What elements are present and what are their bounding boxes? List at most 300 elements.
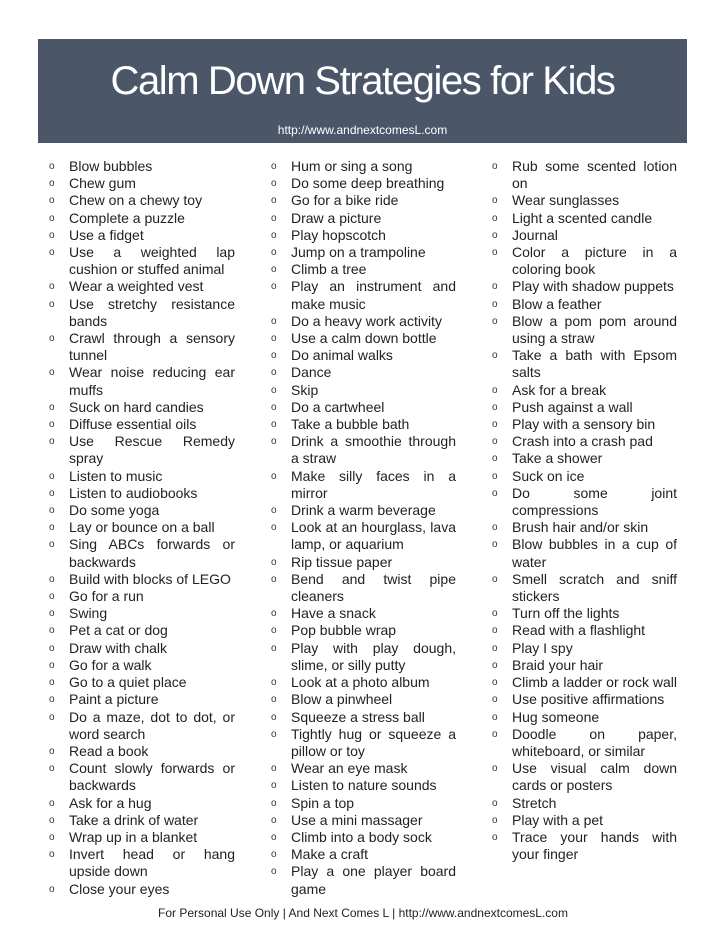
list-item xyxy=(49,519,235,536)
bullet-icon: o xyxy=(492,831,498,843)
list-item xyxy=(271,846,456,863)
list-item-text: Draw a picture xyxy=(291,209,382,226)
bullet-icon: o xyxy=(492,453,498,465)
bullet-icon: o xyxy=(271,419,277,431)
list-item xyxy=(492,244,677,278)
list-item-text: Read a book xyxy=(69,742,149,759)
list-item xyxy=(492,811,677,829)
list-item-text: Ask for a break xyxy=(512,381,607,398)
bullet-icon: o xyxy=(492,161,498,172)
list-item xyxy=(49,226,235,244)
bullet-icon: o xyxy=(49,195,55,207)
list-item-text: Play I spy xyxy=(512,639,573,656)
list-item xyxy=(271,364,456,381)
list-item xyxy=(49,158,235,175)
list-item xyxy=(271,261,456,278)
list-item-text: Do a heavy work activity xyxy=(291,312,442,329)
list-item-text: Crash into a crash pad xyxy=(512,433,653,450)
bullet-icon: o xyxy=(271,522,277,534)
bullet-icon: o xyxy=(49,161,55,172)
bullet-icon: o xyxy=(271,711,277,723)
header-url: http://www.andnextcomesL.com xyxy=(277,123,448,137)
list-item-text: Look at an hourglass, lava lamp, or aquarium xyxy=(291,519,456,553)
list-item xyxy=(271,312,456,330)
list-item-text: Play hopscotch xyxy=(291,226,386,243)
list-item-text: Ask for a hug xyxy=(69,794,152,811)
list-item-text: Jump on a trampoline xyxy=(291,244,426,261)
bullet-icon: o xyxy=(492,195,498,207)
bullet-icon: o xyxy=(271,866,277,878)
list-item-text: Squeeze a stress ball xyxy=(291,708,425,725)
bullet-icon: o xyxy=(49,212,55,224)
list-item-text: Blow bubbles xyxy=(69,158,153,174)
list-item-text: Dance xyxy=(291,364,332,381)
bullet-icon: o xyxy=(271,608,277,620)
list-item-text: Make a craft xyxy=(291,846,369,863)
bullet-icon: o xyxy=(492,350,498,362)
bullet-icon: o xyxy=(271,212,277,224)
bullet-icon: o xyxy=(492,573,498,585)
list-item xyxy=(492,519,677,536)
list-item xyxy=(271,226,456,244)
list-item-text: Look at a photo album xyxy=(291,674,430,691)
list-item-text: Take a drink of water xyxy=(69,811,199,828)
footer-text: For Personal Use Only | And Next Comes L | http://www.andnextcomesL.com xyxy=(158,906,568,920)
list-item xyxy=(49,570,235,588)
list-item-text: Read with a flashlight xyxy=(512,622,646,639)
list-item xyxy=(492,708,677,726)
list-item-text: Count slowly forwards or backwards xyxy=(69,760,235,794)
bullet-icon: o xyxy=(49,745,55,757)
list-item-text: Color a picture in a coloring book xyxy=(512,244,677,278)
bullet-icon: o xyxy=(271,315,277,327)
list-item xyxy=(49,846,235,880)
bullet-icon: o xyxy=(271,161,277,172)
bullet-icon: o xyxy=(271,229,277,241)
list-item xyxy=(271,674,456,691)
list-item xyxy=(49,742,235,760)
list-item xyxy=(49,209,235,227)
list-item-text: Go for a run xyxy=(69,588,144,605)
list-item-text: Chew gum xyxy=(69,175,136,192)
bullet-icon: o xyxy=(49,539,55,551)
list-item xyxy=(271,691,456,708)
list-item-text: Go for a bike ride xyxy=(291,192,399,209)
list-item xyxy=(492,312,677,347)
strategy-list-column-1 xyxy=(49,158,235,898)
list-item-text: Use a mini massager xyxy=(291,811,423,828)
list-item-text: Doodle on paper, whiteboard, or similar xyxy=(512,725,677,759)
list-item-text: Build with blocks of LEGO xyxy=(69,570,231,587)
bullet-icon: o xyxy=(271,849,277,861)
list-item-text: Rip tissue paper xyxy=(291,553,393,570)
list-item-text: Use positive affirmations xyxy=(512,691,665,708)
bullet-icon: o xyxy=(492,384,498,396)
bullet-icon: o xyxy=(49,797,55,809)
list-item xyxy=(492,433,677,450)
bullet-icon: o xyxy=(492,694,498,706)
list-item-text: Play with a pet xyxy=(512,811,604,828)
list-item xyxy=(271,278,456,312)
bullet-icon: o xyxy=(492,711,498,723)
list-item xyxy=(49,484,235,502)
bullet-icon: o xyxy=(49,487,55,499)
list-item xyxy=(271,502,456,519)
list-item xyxy=(492,760,677,794)
list-item xyxy=(49,588,235,605)
list-item xyxy=(271,794,456,812)
bullet-icon: o xyxy=(492,281,498,293)
list-item-text: Hug someone xyxy=(512,708,600,725)
bullet-icon: o xyxy=(492,229,498,241)
list-item-text: Take a bubble bath xyxy=(291,416,410,433)
list-item xyxy=(271,330,456,347)
list-item-text: Play an instrument and make music xyxy=(291,278,456,312)
list-item-text: Rub some scented lotion on xyxy=(512,158,677,192)
list-item-text: Do a maze, dot to dot, or word search xyxy=(69,708,235,742)
list-item-text: Bend and twist pipe cleaners xyxy=(291,570,456,605)
bullet-icon: o xyxy=(49,814,55,826)
list-item-text: Make silly faces in a mirror xyxy=(291,467,456,501)
list-item xyxy=(492,278,677,295)
list-item xyxy=(271,777,456,794)
bullet-icon: o xyxy=(49,677,55,689)
bullet-icon: o xyxy=(49,883,55,895)
list-item xyxy=(492,484,677,519)
list-item xyxy=(492,467,677,485)
list-item xyxy=(271,175,456,192)
list-item-text: Drink a warm beverage xyxy=(291,502,436,519)
list-item xyxy=(271,467,456,502)
list-item-text: Journal xyxy=(512,226,558,243)
list-item-text: Have a snack xyxy=(291,605,376,622)
bullet-icon: o xyxy=(492,608,498,620)
bullet-icon: o xyxy=(271,470,277,482)
list-item-text: Use a calm down bottle xyxy=(291,330,437,347)
bullet-icon: o xyxy=(49,505,55,517)
list-item xyxy=(271,347,456,364)
list-item-text: Listen to music xyxy=(69,467,163,484)
bullet-icon: o xyxy=(492,763,498,775)
list-item xyxy=(492,158,677,192)
strategy-list-column-3 xyxy=(492,158,677,863)
list-item-text: Take a bath with Epsom salts xyxy=(512,347,677,381)
bullet-icon: o xyxy=(271,625,277,637)
list-item xyxy=(492,209,677,227)
list-item xyxy=(492,691,677,708)
bullet-icon: o xyxy=(271,401,277,413)
list-item xyxy=(49,674,235,691)
bullet-icon: o xyxy=(271,350,277,362)
list-item xyxy=(49,416,235,433)
bullet-icon: o xyxy=(271,763,277,775)
list-item-text: Play with play dough, slime, or silly putty xyxy=(291,639,456,673)
list-item-text: Do some joint compressions xyxy=(512,484,677,519)
list-item xyxy=(49,467,235,485)
list-item-text: Diffuse essential oils xyxy=(69,416,197,433)
list-item-text: Tightly hug or squeeze a pillow or toy xyxy=(291,725,456,759)
bullet-icon: o xyxy=(492,677,498,689)
list-item-text: Paint a picture xyxy=(69,691,159,708)
list-item xyxy=(49,708,235,743)
list-item xyxy=(492,725,677,760)
list-item xyxy=(49,794,235,812)
list-item-text: Suck on hard candies xyxy=(69,398,204,415)
list-item-text: Listen to audiobooks xyxy=(69,484,198,501)
bullet-icon: o xyxy=(49,625,55,637)
list-item-text: Play with a sensory bin xyxy=(512,416,656,433)
list-item xyxy=(49,691,235,708)
bullet-icon: o xyxy=(492,814,498,826)
list-item xyxy=(49,760,235,794)
list-item-text: Swing xyxy=(69,605,108,622)
bullet-icon: o xyxy=(492,401,498,413)
list-item-text: Wear an eye mask xyxy=(291,760,408,777)
list-item-text: Blow a pom pom around using a straw xyxy=(512,312,677,347)
bullet-icon: o xyxy=(49,608,55,620)
bullet-icon: o xyxy=(271,247,277,259)
list-item-text: Suck on ice xyxy=(512,467,585,484)
list-item xyxy=(271,725,456,760)
bullet-icon: o xyxy=(49,573,55,585)
list-item-text: Spin a top xyxy=(291,794,355,811)
list-item xyxy=(271,244,456,261)
list-item xyxy=(271,622,456,639)
bullet-icon: o xyxy=(271,281,277,293)
bullet-icon: o xyxy=(49,659,55,671)
list-item-text: Pop bubble wrap xyxy=(291,622,397,639)
list-item-text: Push against a wall xyxy=(512,398,633,415)
bullet-icon: o xyxy=(49,298,55,310)
bullet-icon: o xyxy=(271,264,277,276)
bullet-icon: o xyxy=(49,591,55,603)
bullet-icon: o xyxy=(271,642,277,654)
list-item-text: Use stretchy resistance bands xyxy=(69,295,235,329)
list-item xyxy=(492,656,677,674)
list-item xyxy=(49,502,235,519)
list-item xyxy=(271,863,456,897)
bullet-icon: o xyxy=(271,384,277,396)
list-item-text: Close your eyes xyxy=(69,880,170,897)
list-item-text: Braid your hair xyxy=(512,656,604,673)
bullet-icon: o xyxy=(271,797,277,809)
list-item xyxy=(271,639,456,674)
strategy-list-column-2 xyxy=(271,158,456,898)
bullet-icon: o xyxy=(492,247,498,259)
bullet-icon: o xyxy=(49,831,55,843)
bullet-icon: o xyxy=(49,281,55,293)
bullet-icon: o xyxy=(271,573,277,585)
bullet-icon: o xyxy=(492,436,498,448)
list-item xyxy=(49,295,235,330)
list-item xyxy=(271,192,456,209)
list-item xyxy=(271,760,456,777)
list-item-text: Invert head or hang upside down xyxy=(69,846,235,880)
list-item-text: Brush hair and/or skin xyxy=(512,519,649,536)
bullet-icon: o xyxy=(49,333,55,345)
list-item-text: Turn off the lights xyxy=(512,605,620,622)
list-item-text: Go for a walk xyxy=(69,656,152,673)
list-item-text: Do some deep breathing xyxy=(291,175,445,192)
bullet-icon: o xyxy=(49,178,55,190)
bullet-icon: o xyxy=(271,556,277,568)
list-item-text: Climb a ladder or rock wall xyxy=(512,674,677,691)
list-item xyxy=(49,364,235,398)
list-item-text: Do animal walks xyxy=(291,347,393,364)
list-item-text: Wear a weighted vest xyxy=(69,278,204,295)
list-item xyxy=(271,605,456,622)
list-item-text: Wear sunglasses xyxy=(512,192,620,209)
list-item-text: Use visual calm down cards or posters xyxy=(512,760,677,794)
list-item-text: Pet a cat or dog xyxy=(69,622,168,639)
bullet-icon: o xyxy=(271,436,277,448)
list-item-text: Climb a tree xyxy=(291,261,367,278)
list-item xyxy=(271,433,456,467)
bullet-icon: o xyxy=(492,212,498,224)
bullet-icon: o xyxy=(271,178,277,190)
list-item xyxy=(49,828,235,846)
list-item xyxy=(492,570,677,605)
list-item xyxy=(492,536,677,570)
list-item xyxy=(49,880,235,898)
list-item-text: Blow bubbles in a cup of water xyxy=(512,536,677,570)
bullet-icon: o xyxy=(271,728,277,740)
list-item xyxy=(492,347,677,381)
bullet-icon: o xyxy=(271,195,277,207)
bullet-icon: o xyxy=(492,315,498,327)
list-item xyxy=(492,398,677,416)
list-item xyxy=(492,639,677,657)
bullet-icon: o xyxy=(492,487,498,499)
list-item-text: Do some yoga xyxy=(69,502,160,519)
bullet-icon: o xyxy=(271,367,277,379)
bullet-icon: o xyxy=(492,625,498,637)
bullet-icon: o xyxy=(49,470,55,482)
bullet-icon: o xyxy=(492,659,498,671)
list-item xyxy=(49,656,235,674)
bullet-icon: o xyxy=(49,711,55,723)
list-item xyxy=(49,330,235,364)
list-item xyxy=(49,622,235,639)
list-item-text: Complete a puzzle xyxy=(69,209,185,226)
list-item xyxy=(49,605,235,622)
bullet-icon: o xyxy=(492,797,498,809)
list-item xyxy=(49,433,235,467)
list-item xyxy=(492,416,677,433)
page-title: Calm Down Strategies for Kids xyxy=(110,59,615,103)
list-item xyxy=(49,639,235,657)
list-item-text: Do a cartwheel xyxy=(291,398,385,415)
list-item xyxy=(271,209,456,227)
list-item xyxy=(49,811,235,829)
list-item-text: Skip xyxy=(291,381,319,398)
list-item-text: Sing ABCs forwards or backwards xyxy=(69,536,235,570)
bullet-icon: o xyxy=(49,522,55,534)
list-item xyxy=(271,416,456,433)
list-item xyxy=(49,175,235,192)
list-item-text: Wrap up in a blanket xyxy=(69,828,198,845)
bullet-icon: o xyxy=(271,831,277,843)
list-item xyxy=(492,794,677,812)
bullet-icon: o xyxy=(492,419,498,431)
bullet-icon: o xyxy=(492,470,498,482)
bullet-icon: o xyxy=(492,642,498,654)
list-item-text: Trace your hands with your finger xyxy=(512,828,677,863)
list-item-text: Chew on a chewy toy xyxy=(69,192,203,209)
bullet-icon: o xyxy=(492,539,498,551)
list-item-text: Drink a smoothie through a straw xyxy=(291,433,456,467)
list-item-text: Draw with chalk xyxy=(69,639,168,656)
list-item-text: Stretch xyxy=(512,794,557,811)
bullet-icon: o xyxy=(49,401,55,413)
list-item-text: Play with shadow puppets xyxy=(512,278,674,295)
bullet-icon: o xyxy=(49,229,55,241)
list-item xyxy=(271,398,456,416)
bullet-icon: o xyxy=(49,763,55,775)
list-item xyxy=(271,828,456,846)
list-item xyxy=(271,708,456,726)
list-item xyxy=(492,622,677,639)
list-item xyxy=(271,811,456,829)
list-item xyxy=(49,278,235,295)
bullet-icon: o xyxy=(492,728,498,740)
bullet-icon: o xyxy=(271,694,277,706)
list-item-text: Blow a pinwheel xyxy=(291,691,393,708)
bullet-icon: o xyxy=(49,849,55,861)
header-banner xyxy=(38,39,687,143)
bullet-icon: o xyxy=(49,367,55,379)
list-item-text: Play a one player board game xyxy=(291,863,456,897)
list-item-text: Use a fidget xyxy=(69,226,144,243)
list-item-text: Crawl through a sensory tunnel xyxy=(69,330,235,364)
bullet-icon: o xyxy=(49,436,55,448)
bullet-icon: o xyxy=(271,780,277,792)
list-item xyxy=(492,450,677,467)
list-item xyxy=(271,158,456,175)
list-item-text: Climb into a body sock xyxy=(291,828,432,845)
bullet-icon: o xyxy=(271,814,277,826)
bullet-icon: o xyxy=(492,298,498,310)
list-item-text: Wear noise reducing ear muffs xyxy=(69,364,235,398)
list-item-text: Take a shower xyxy=(512,450,603,467)
list-item-text: Use a weighted lap cushion or stuffed animal xyxy=(69,244,235,278)
bullet-icon: o xyxy=(49,642,55,654)
list-item-text: Light a scented candle xyxy=(512,209,653,226)
list-item-text: Go to a quiet place xyxy=(69,674,187,691)
list-item-text: Hum or sing a song xyxy=(291,158,413,174)
list-item xyxy=(492,192,677,209)
bullet-icon: o xyxy=(49,247,55,259)
bullet-icon: o xyxy=(49,419,55,431)
list-item xyxy=(492,381,677,399)
bullet-icon: o xyxy=(271,333,277,345)
list-item xyxy=(271,519,456,553)
list-item xyxy=(492,295,677,313)
list-item-text: Smell scratch and sniff stickers xyxy=(512,570,677,605)
bullet-icon: o xyxy=(271,505,277,517)
list-item-text: Blow a feather xyxy=(512,295,602,312)
list-item xyxy=(492,674,677,691)
list-item xyxy=(271,381,456,399)
list-item xyxy=(49,398,235,416)
list-item xyxy=(271,570,456,605)
bullet-icon: o xyxy=(271,677,277,689)
bullet-icon: o xyxy=(49,694,55,706)
list-item xyxy=(49,244,235,278)
list-item xyxy=(492,605,677,622)
list-item-text: Use Rescue Remedy spray xyxy=(69,433,235,467)
list-item xyxy=(49,536,235,570)
